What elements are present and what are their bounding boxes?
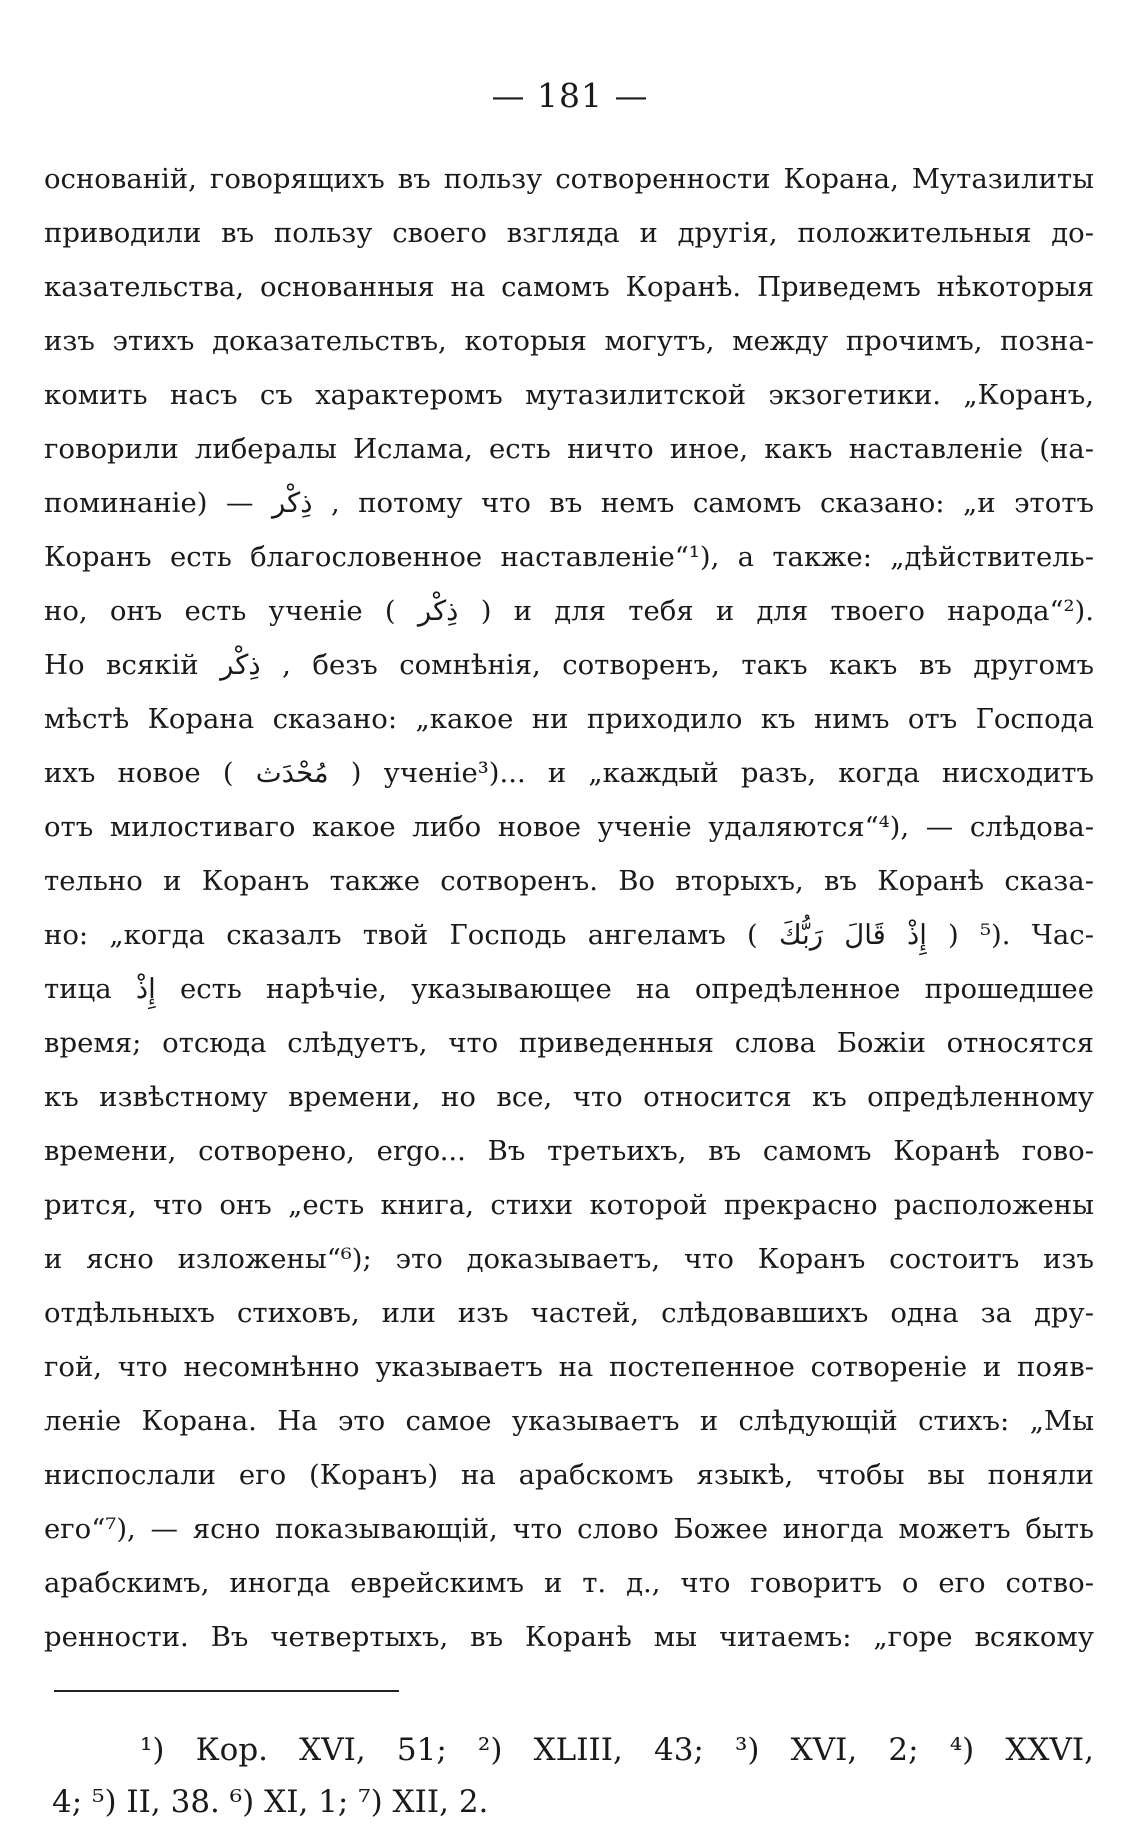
text-line: Но всякій ذِكْر , безъ сомнѣнія, сотворенъ, такъ какъ въ другомъ xyxy=(44,649,1094,681)
footnotes xyxy=(52,1724,1094,1828)
text-line: но, онъ есть ученіе ( ذِكْر ) и для тебя и для твоего народа“²). xyxy=(44,595,1094,627)
text-line: леніе Корана. На это самое указываетъ и слѣдующій стихъ: „Мы xyxy=(44,1405,1094,1437)
text-line: но: „когда сказалъ твой Господь ангеламъ ( إِذْ قَالَ رَبُّكَ ) ⁵). Час- xyxy=(44,919,1094,951)
text-line: его“⁷), — ясно показывающій, что слово Божее иногда можетъ быть xyxy=(44,1513,1094,1545)
page-number: — 181 — xyxy=(491,76,649,115)
text-line: казательства, основанныя на самомъ Коранѣ. Приведемъ нѣкоторыя xyxy=(44,271,1094,303)
text-line: говорили либералы Ислама, есть ничто иное, какъ наставленіе (на- xyxy=(44,433,1094,465)
text-line: къ извѣстному времени, но все, что относится къ опредѣленному xyxy=(44,1081,1094,1113)
text-line: времени, сотворено, ergo... Въ третьихъ, въ самомъ Коранѣ гово- xyxy=(44,1135,1094,1167)
text-line: мѣстѣ Корана сказано: „какое ни приходило къ нимъ отъ Господа xyxy=(44,703,1094,735)
text-line: тельно и Коранъ также сотворенъ. Во вторыхъ, въ Коранѣ сказа- xyxy=(44,865,1094,897)
text-line: рится, что онъ „есть книга, стихи которой прекрасно расположены xyxy=(44,1189,1094,1221)
text-line: комить насъ съ характеромъ мутазилитской экзогетики. „Коранъ, xyxy=(44,379,1094,411)
text-line: тица إِذْ есть нарѣчіе, указывающее на опредѣленное прошедшее xyxy=(44,973,1094,1005)
text-line: изъ этихъ доказательствъ, которыя могутъ, между прочимъ, позна- xyxy=(44,325,1094,357)
text-line: поминаніе) — ذِكْر , потому что въ немъ самомъ сказано: „и этотъ xyxy=(44,487,1094,519)
text-line: приводили въ пользу своего взгляда и другія, положительныя до- xyxy=(44,217,1094,249)
body-text xyxy=(44,152,1094,1664)
text-line: отдѣльныхъ стиховъ, или изъ частей, слѣдовавшихъ одна за дру- xyxy=(44,1297,1094,1329)
text-line: и ясно изложены“⁶); это доказываетъ, что Коранъ состоитъ изъ xyxy=(44,1243,1094,1275)
footnote-divider xyxy=(54,1690,399,1692)
text-line: время; отсюда слѣдуетъ, что приведенныя слова Божіи относятся xyxy=(44,1027,1094,1059)
text-line: гой, что несомнѣнно указываетъ на постепенное сотвореніе и появ- xyxy=(44,1351,1094,1383)
footnote-line: ¹) Кор. XVI, 51; ²) XLIII, 43; ³) XVI, 2; ⁴) XXVI, xyxy=(140,1732,1094,1768)
text-line: арабскимъ, иногда еврейскимъ и т. д., что говоритъ о его сотво- xyxy=(44,1567,1094,1599)
text-line: ниспослали его (Коранъ) на арабскомъ языкѣ, чтобы вы поняли xyxy=(44,1459,1094,1491)
text-line: ренности. Въ четвертыхъ, въ Коранѣ мы читаемъ: „горе всякому xyxy=(44,1621,1094,1653)
text-line: отъ милостиваго какое либо новое ученіе удаляются“⁴), — слѣдова- xyxy=(44,811,1094,843)
text-line: Коранъ есть благословенное наставленіе“¹), а также: „дѣйствитель- xyxy=(44,541,1094,573)
footnote-line: 4; ⁵) II, 38. ⁶) XI, 1; ⁷) XII, 2. xyxy=(52,1784,489,1820)
text-line: основаній, говорящихъ въ пользу сотворенности Корана, Мутазилиты xyxy=(44,163,1094,195)
text-line: ихъ новое ( مُحْدَث ) ученіе³)... и „каждый разъ, когда нисходитъ xyxy=(44,757,1094,789)
